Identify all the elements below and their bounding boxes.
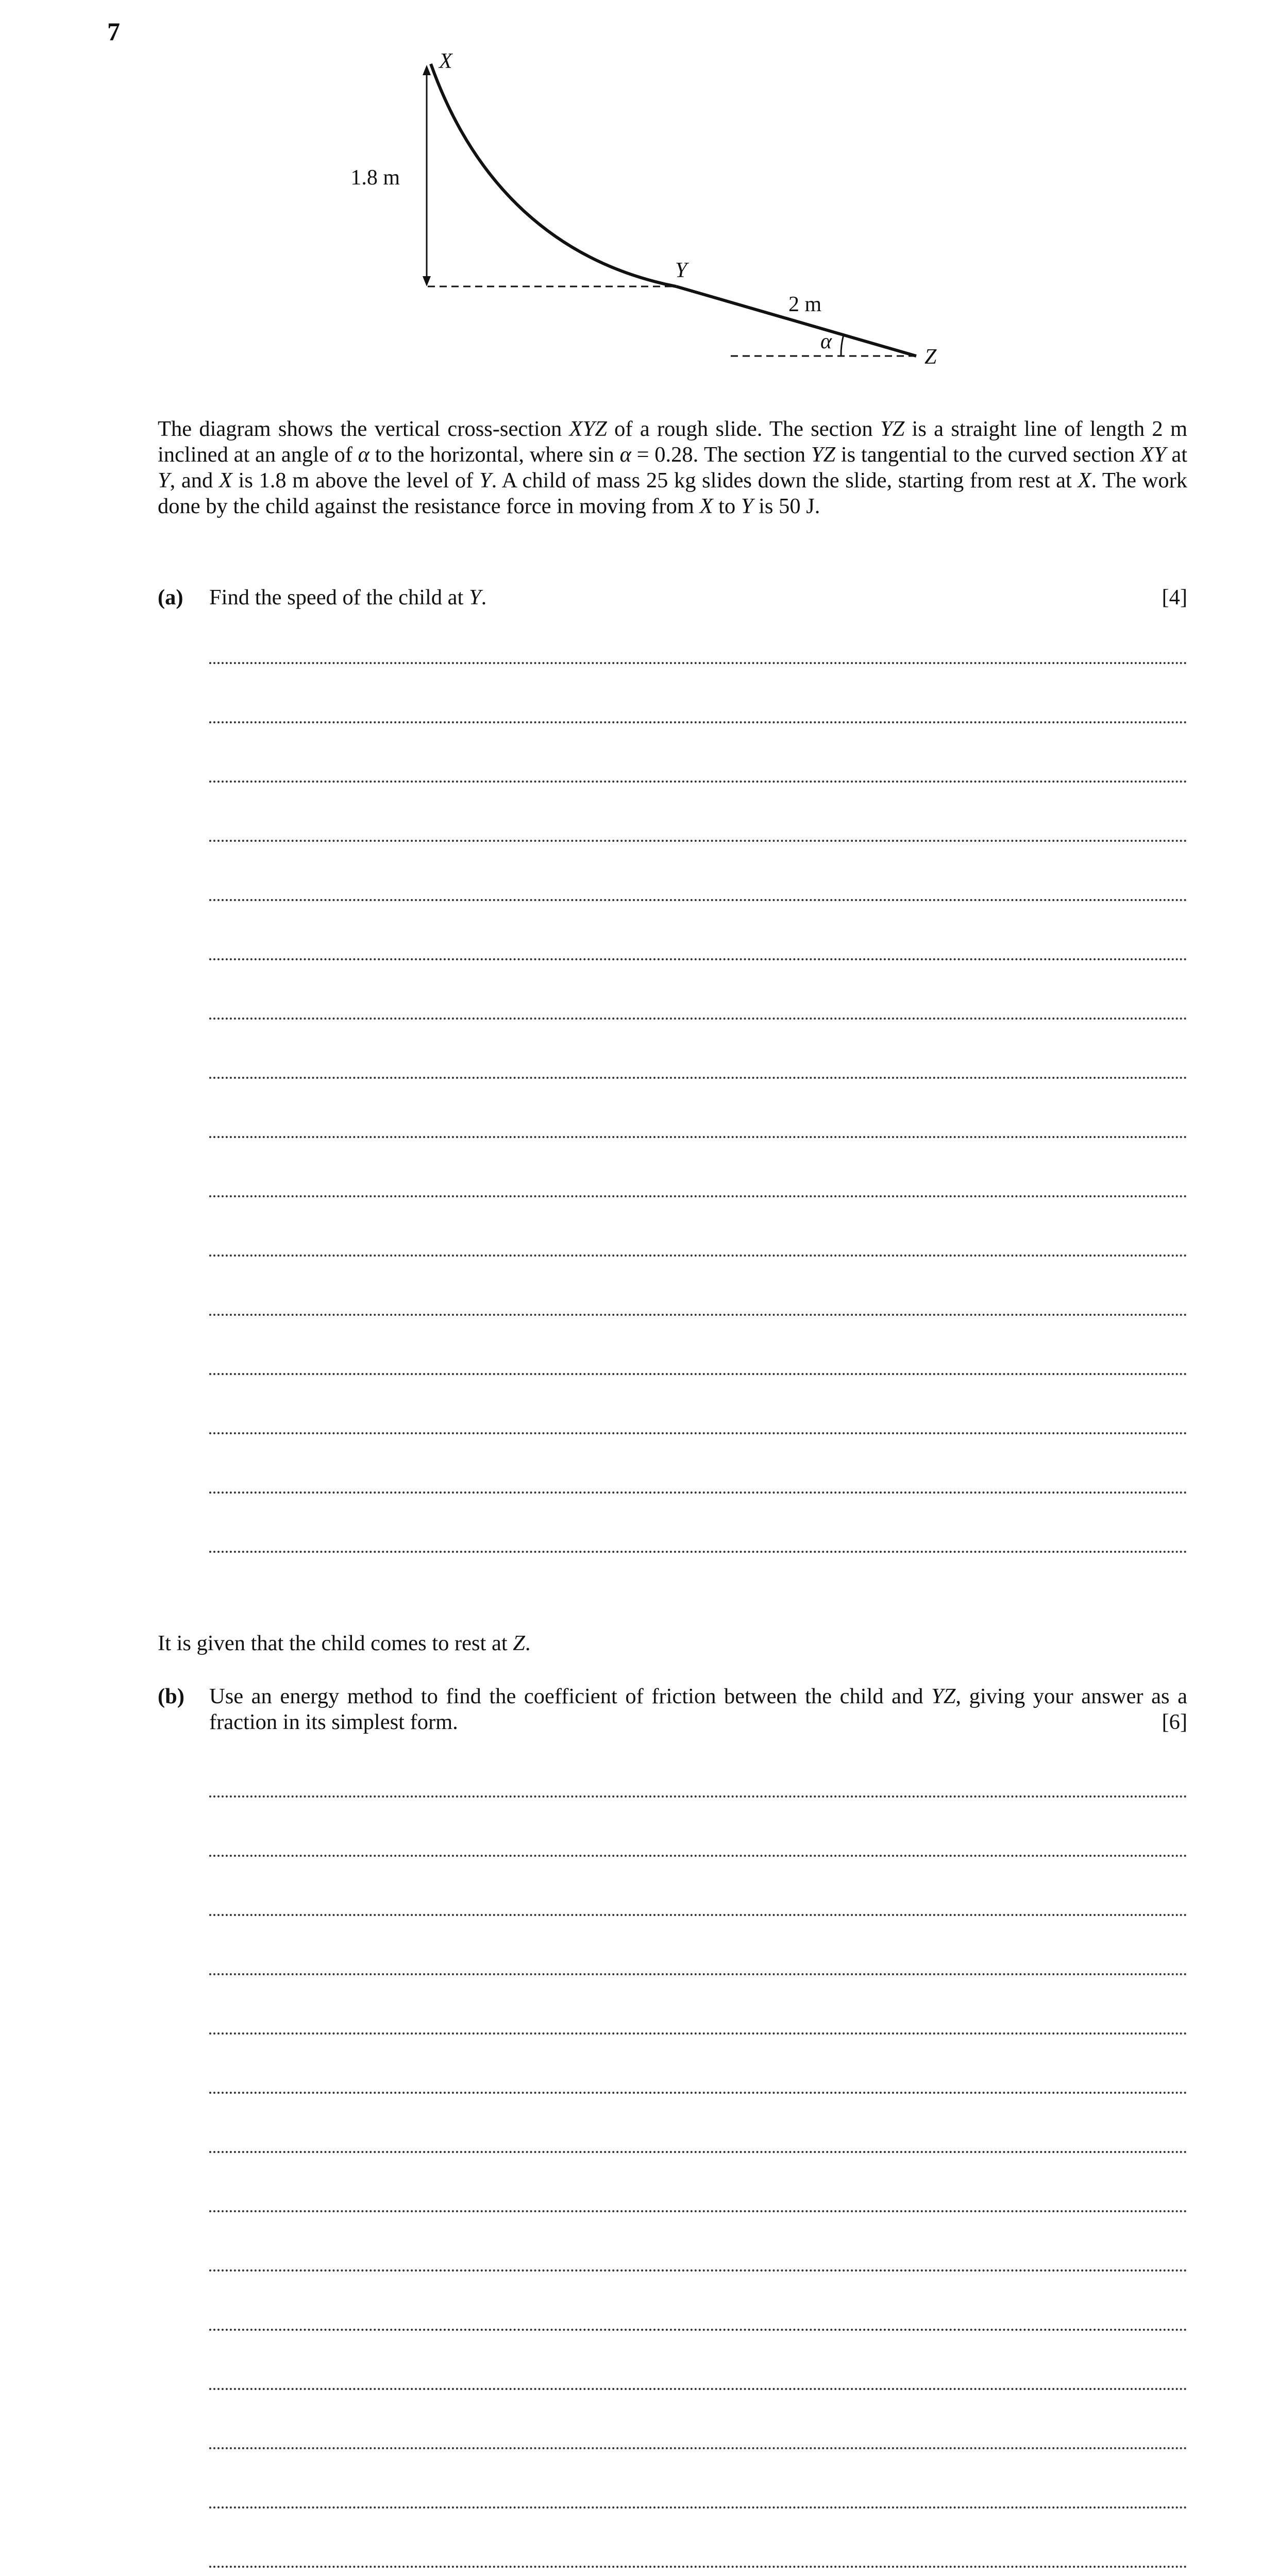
answer-line[interactable] xyxy=(209,1195,1187,1197)
answer-line[interactable] xyxy=(209,2329,1187,2331)
answer-line[interactable] xyxy=(209,1314,1187,1316)
label-alpha: α xyxy=(820,330,832,353)
curve-xy xyxy=(431,64,676,286)
answer-line[interactable] xyxy=(209,2566,1187,2568)
label-z: Z xyxy=(924,345,937,369)
answer-line[interactable] xyxy=(209,2447,1187,2449)
answer-line[interactable] xyxy=(209,781,1187,783)
label-x: X xyxy=(439,49,452,73)
answer-line[interactable] xyxy=(209,1492,1187,1494)
answer-line[interactable] xyxy=(209,2506,1187,2509)
answer-line[interactable] xyxy=(209,1432,1187,1434)
answer-line[interactable] xyxy=(209,2210,1187,2212)
part-a-question: Find the speed of the child at Y. xyxy=(209,585,487,609)
part-a-marks: [4] xyxy=(1162,585,1187,609)
angle-arc xyxy=(841,335,844,356)
answer-line[interactable] xyxy=(209,1373,1187,1375)
part-b-question: Use an energy method to find the coefficient of friction between the child and YZ, giving your answer as a fraction in its simplest form. xyxy=(209,1684,1187,1734)
answer-line[interactable] xyxy=(209,2151,1187,2153)
middle-statement: It is given that the child comes to rest at Z. xyxy=(158,1631,531,1655)
answer-line[interactable] xyxy=(209,662,1187,664)
part-a-label: (a) xyxy=(158,585,183,609)
answer-line[interactable] xyxy=(209,899,1187,901)
answer-line[interactable] xyxy=(209,1795,1187,1798)
answer-line[interactable] xyxy=(209,2032,1187,2035)
answer-line[interactable] xyxy=(209,721,1187,723)
answer-line[interactable] xyxy=(209,1973,1187,1975)
answer-line[interactable] xyxy=(209,840,1187,842)
answer-line[interactable] xyxy=(209,2269,1187,2272)
part-b-marks: [6] xyxy=(1162,1710,1187,1734)
label-length: 2 m xyxy=(788,293,822,316)
answer-line[interactable] xyxy=(209,958,1187,960)
slide-diagram xyxy=(0,0,1278,392)
height-arrow-bottom-head xyxy=(423,276,431,286)
intro-paragraph: The diagram shows the vertical cross-section XYZ of a rough slide. The section YZ is a straight line of length 2 m inclined at an angle of α to the horizontal, where sin α = 0.28. The section YZ is tangential to the curved section XY at Y, and X is 1.8 m above the level of Y. A child of mass 25 kg slides down the slide, starting from rest at X. The work done by the child against the resistance force in moving from X to Y is 50 J. xyxy=(158,417,1188,518)
answer-line[interactable] xyxy=(209,1255,1187,1257)
label-y: Y xyxy=(675,259,687,282)
answer-line[interactable] xyxy=(209,1914,1187,1916)
label-height: 1.8 m xyxy=(350,166,400,190)
answer-line[interactable] xyxy=(209,1551,1187,1553)
answer-line[interactable] xyxy=(209,1077,1187,1079)
answer-line[interactable] xyxy=(209,2388,1187,2390)
answer-line[interactable] xyxy=(209,1136,1187,1138)
part-b xyxy=(158,1684,1187,1735)
answer-line[interactable] xyxy=(209,2092,1187,2094)
answer-line[interactable] xyxy=(209,1018,1187,1020)
question-number: 7 xyxy=(107,17,120,46)
height-arrow-top-head xyxy=(423,65,431,75)
part-b-label: (b) xyxy=(158,1684,184,1708)
answer-line[interactable] xyxy=(209,1855,1187,1857)
